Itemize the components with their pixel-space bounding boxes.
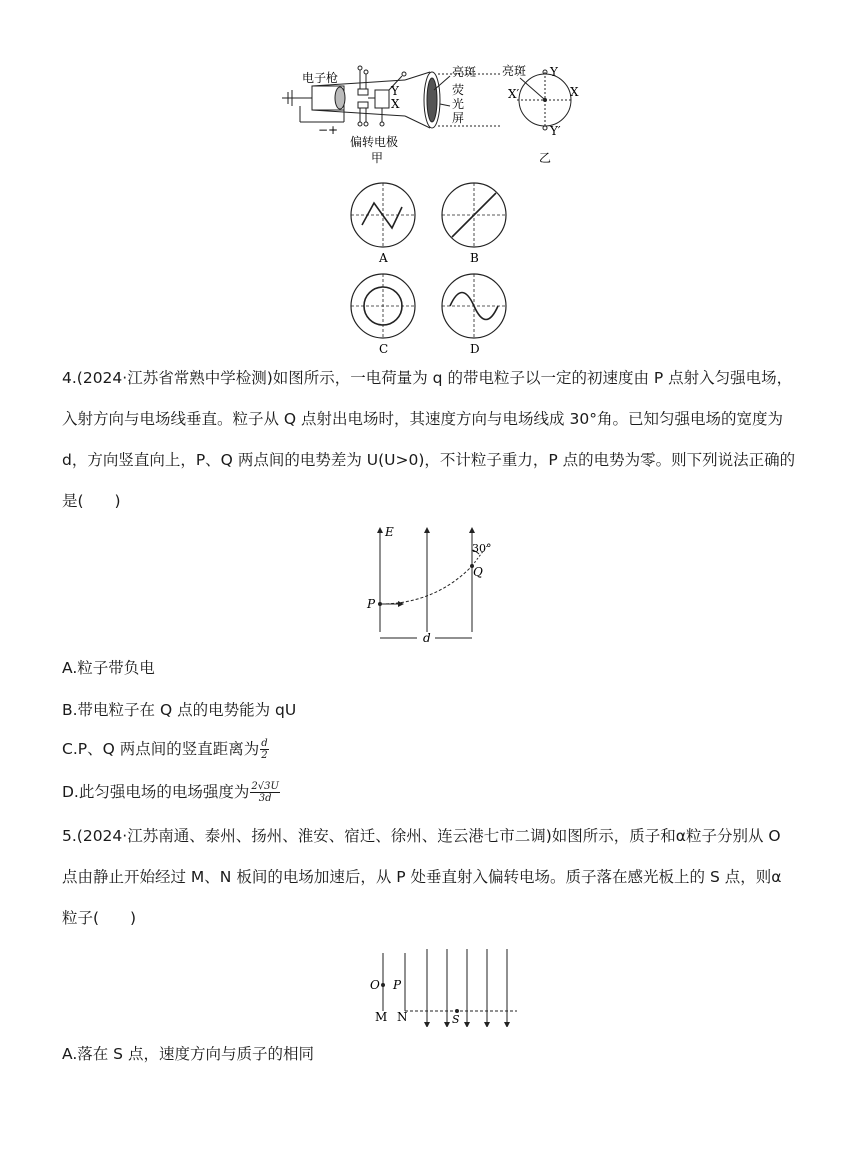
yi-y-prime: Y′: [550, 124, 561, 138]
option-fig-d: D: [470, 342, 480, 356]
option-fig-c: C: [379, 342, 389, 356]
label-screen-2: 光: [452, 97, 465, 111]
figure-jia: [280, 60, 505, 168]
label-bright-spot: 亮斑: [452, 65, 477, 79]
caption-yi: 乙: [539, 151, 552, 165]
q5-fig-o: O: [370, 978, 380, 992]
q4-line-2: 入射方向与电场线垂直。粒子从 Q 点射出电场时，其速度方向与电场线成 30°角。已知匀强电场的宽度为: [62, 410, 783, 428]
q5-fig-n: N: [397, 1010, 408, 1024]
q4-fig-q: Q: [473, 565, 483, 579]
label-screen-1: 荧: [452, 83, 465, 97]
figure-options: [340, 178, 520, 358]
label-electron-gun: 电子枪: [302, 71, 339, 85]
yi-bright-spot: 亮斑: [502, 64, 527, 78]
figure-q5-deflection: [365, 945, 525, 1027]
q5-fig-m: M: [375, 1010, 388, 1024]
label-x: X: [391, 97, 400, 111]
yi-x: X: [570, 85, 579, 99]
q5-fig-p: P: [393, 978, 402, 992]
q4-fig-d: d: [423, 631, 431, 645]
yi-x-prime: X′: [508, 87, 520, 101]
figure-yi: [500, 60, 590, 168]
label-y: Y: [391, 84, 399, 98]
option-fig-b: B: [470, 251, 479, 265]
q4-fig-angle: 30°: [472, 542, 492, 555]
caption-jia: 甲: [371, 151, 384, 165]
q4-option-c: [62, 738, 269, 761]
q5-line-3: 粒子( ): [62, 909, 137, 927]
label-screen-3: 屏: [452, 111, 465, 125]
q4-option-c-text: C.P、Q 两点间的竖直距离为: [62, 740, 260, 758]
q4-line-1: 4.(2024·江苏省常熟中学检测)如图所示，一电荷量为 q 的带电粒子以一定的初速度由 P 点射入匀强电场，: [62, 369, 793, 387]
q4-fig-e: E: [385, 525, 394, 539]
label-deflection-plates: 偏转电极: [350, 135, 399, 149]
q4-fig-p: P: [367, 597, 376, 611]
q4-option-d-fraction: $\frac{2√3U}{3d}$: [251, 781, 279, 804]
q4-option-a: A.粒子带负电: [62, 659, 155, 677]
q5-option-a: A.落在 S 点，速度方向与质子的相同: [62, 1045, 314, 1063]
q4-line-4: 是( ): [62, 492, 121, 510]
q4-option-d: [62, 781, 280, 804]
label-plus: +: [328, 123, 339, 137]
q5-fig-s: S: [452, 1013, 460, 1026]
q5-line-1: 5.(2024·江苏南通、泰州、扬州、淮安、宿迁、徐州、连云港七市二调)如图所示，质子和α粒子分别从 O: [62, 827, 781, 845]
q4-line-3: d，方向竖直向上，P、Q 两点间的电势差为 U(U>0)，不计粒子重力，P 点的电势为零。则下列说法正确的: [62, 451, 796, 469]
q5-line-2: 点由静止开始经过 M、N 板间的电场加速后，从 P 处垂直射入偏转电场。质子落在感光板上的 S 点，则α: [62, 868, 782, 886]
yi-y: Y: [550, 65, 558, 79]
q4-option-b: B.带电粒子在 Q 点的电势能为 qU: [62, 701, 297, 719]
option-fig-a: A: [379, 251, 388, 265]
q4-option-d-text: D.此匀强电场的电场强度为: [62, 783, 250, 801]
label-minus: −: [318, 123, 329, 137]
q4-option-c-fraction: $\frac{d}{2}$: [261, 738, 268, 761]
figure-q4-field: [355, 520, 505, 648]
